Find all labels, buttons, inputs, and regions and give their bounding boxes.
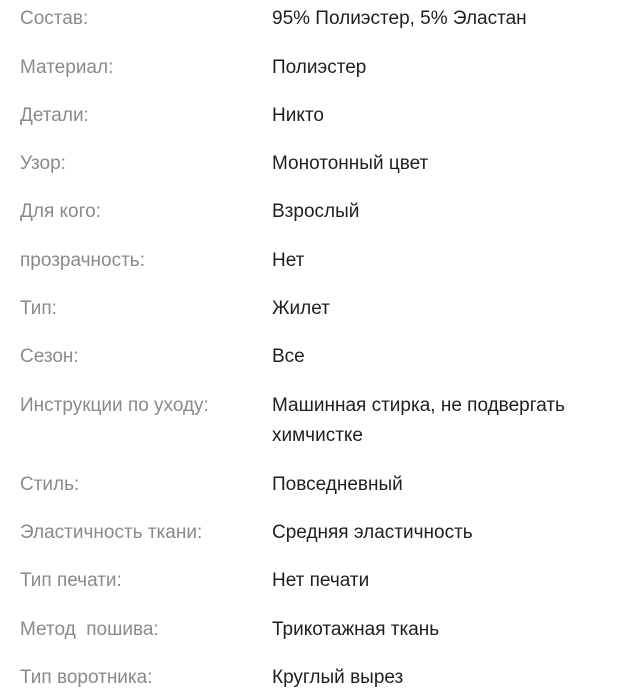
spec-value: Средняя эластичность [272, 522, 473, 543]
spec-value: Повседневный [272, 474, 403, 495]
spec-value: Никто [272, 105, 324, 126]
spec-value: Полиэстер [272, 57, 367, 78]
spec-value: Нет [272, 250, 305, 271]
spec-label: Тип воротника: [20, 667, 153, 688]
spec-value: Взрослый [272, 201, 360, 222]
spec-label: Инструкции по уходу: [20, 395, 209, 416]
spec-value: Все [272, 346, 305, 367]
spec-value: Трикотажная ткань [272, 619, 440, 640]
spec-value: Круглый вырез [272, 667, 404, 688]
spec-value: Машинная стирка, не подвергать химчистке [272, 395, 565, 446]
spec-value: 95% Полиэстер, 5% Эластан [272, 8, 527, 29]
spec-label: Материал: [20, 57, 114, 78]
spec-label: Стиль: [20, 474, 80, 495]
spec-label: Состав: [20, 8, 89, 29]
spec-value: Жилет [272, 298, 330, 319]
spec-label: Сезон: [20, 346, 79, 367]
spec-label: Эластичность ткани: [20, 522, 203, 543]
spec-label: Тип печати: [20, 570, 122, 591]
spec-label: прозрачность: [20, 250, 145, 271]
spec-label: Узор: [20, 153, 66, 174]
spec-value: Монотонный цвет [272, 153, 429, 174]
spec-label: Для кого: [20, 201, 101, 222]
spec-label: Тип: [20, 298, 57, 319]
spec-label: Детали: [20, 105, 89, 126]
spec-label: Метод пошива: [20, 619, 159, 640]
spec-value: Нет печати [272, 570, 370, 591]
